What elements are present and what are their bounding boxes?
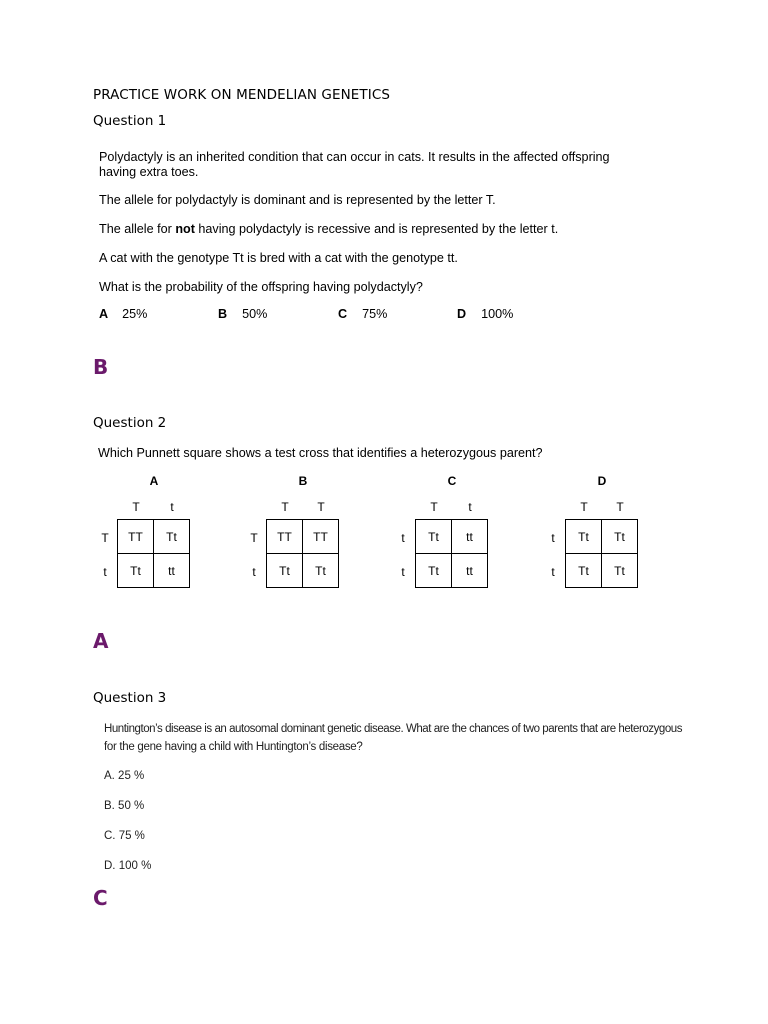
q1-option-c [338, 307, 387, 322]
q1-answer: B [93, 355, 109, 379]
punnett-c-letter: C [447, 474, 457, 488]
punnett-b-row-1: T [250, 531, 258, 545]
punnett-d-col-1: T [580, 500, 588, 514]
q1-option-a-letter: A [99, 307, 109, 321]
punnett-b-letter: B [298, 474, 308, 488]
question-2-heading: Question 2 [93, 415, 167, 431]
punnett-c-row-2: t [401, 565, 405, 579]
q1-paragraph-2: The allele for polydactyly is dominant and is represented by the letter T. [99, 193, 496, 207]
q1-option-c-letter: C [338, 307, 348, 321]
punnett-a-col-2: t [170, 500, 174, 514]
punnett-a-row-2: t [103, 565, 107, 579]
q1-option-a-text: 25% [122, 307, 148, 321]
punnett-a-letter: A [149, 474, 159, 488]
punnett-b-cell: TT [267, 520, 303, 554]
q1-option-d [457, 307, 513, 322]
q1-paragraph-3-post: having polydactyly is recessive and is represented by the letter t. [194, 222, 559, 236]
punnett-c-cell: Tt [416, 520, 452, 554]
punnett-d-col-2: T [616, 500, 624, 514]
q1-option-b [218, 307, 267, 322]
q3-answer: C [93, 886, 108, 910]
punnett-b-cell: Tt [267, 554, 303, 588]
q3-option-d: D. 100 % [104, 860, 152, 872]
punnett-a-cell: Tt [154, 520, 190, 554]
q1-option-a [99, 307, 147, 322]
question-1-heading: Question 1 [93, 113, 167, 129]
punnett-square-c [415, 519, 488, 588]
punnett-b-row-2: t [252, 565, 256, 579]
q1-paragraph-3-pre: The allele for [99, 222, 176, 236]
punnett-d-cell: Tt [566, 520, 602, 554]
punnett-d-row-1: t [551, 531, 555, 545]
q1-paragraph-4: A cat with the genotype Tt is bred with a cat with the genotype tt. [99, 251, 458, 265]
punnett-d-letter: D [597, 474, 607, 488]
punnett-c-col-1: T [430, 500, 438, 514]
q1-option-c-text: 75% [362, 307, 388, 321]
punnett-c-row-1: t [401, 531, 405, 545]
q1-option-b-text: 50% [242, 307, 268, 321]
punnett-c-cell: Tt [416, 554, 452, 588]
q1-paragraph-1-line-1: Polydactyly is an inherited condition that can occur in cats. It results in the affected offspring [99, 150, 610, 164]
punnett-square-d [565, 519, 638, 588]
q3-option-b: B. 50 % [104, 800, 145, 812]
punnett-square-a [117, 519, 190, 588]
q1-paragraph-3 [99, 222, 558, 237]
punnett-square-b [266, 519, 339, 588]
q1-paragraph-1 [99, 150, 610, 180]
punnett-d-cell: Tt [602, 554, 638, 588]
q3-option-a: A. 25 % [104, 770, 145, 782]
q2-answer: A [93, 629, 109, 653]
punnett-d-cell: Tt [566, 554, 602, 588]
punnett-b-col-1: T [281, 500, 289, 514]
punnett-a-cell: tt [154, 554, 190, 588]
q3-option-c: C. 75 % [104, 830, 145, 842]
q2-question: Which Punnett square shows a test cross that identifies a heterozygous parent? [98, 446, 543, 460]
punnett-d-cell: Tt [602, 520, 638, 554]
punnett-c-cell: tt [452, 520, 488, 554]
q1-paragraph-1-line-2: having extra toes. [99, 165, 199, 179]
question-3-heading: Question 3 [93, 690, 167, 706]
q1-paragraph-3-bold: not [175, 222, 195, 236]
q3-question-line-1: Huntington’s disease is an autosomal dominant genetic disease. What are the chances of two parents that are heterozygous [104, 723, 683, 735]
q3-question-line-2: for the gene having a child with Huntington’s disease? [104, 741, 363, 753]
document-title: PRACTICE WORK ON MENDELIAN GENETICS [93, 87, 391, 103]
punnett-c-cell: tt [452, 554, 488, 588]
punnett-a-row-1: T [101, 531, 109, 545]
punnett-c-col-2: t [468, 500, 472, 514]
q1-question: What is the probability of the offspring having polydactyly? [99, 280, 423, 294]
q1-option-d-text: 100% [481, 307, 514, 321]
punnett-b-col-2: T [317, 500, 325, 514]
punnett-d-row-2: t [551, 565, 555, 579]
punnett-a-cell: TT [118, 520, 154, 554]
punnett-b-cell: TT [303, 520, 339, 554]
q1-option-d-letter: D [457, 307, 467, 321]
punnett-a-col-1: T [132, 500, 140, 514]
punnett-a-cell: Tt [118, 554, 154, 588]
q1-option-b-letter: B [218, 307, 228, 321]
punnett-b-cell: Tt [303, 554, 339, 588]
